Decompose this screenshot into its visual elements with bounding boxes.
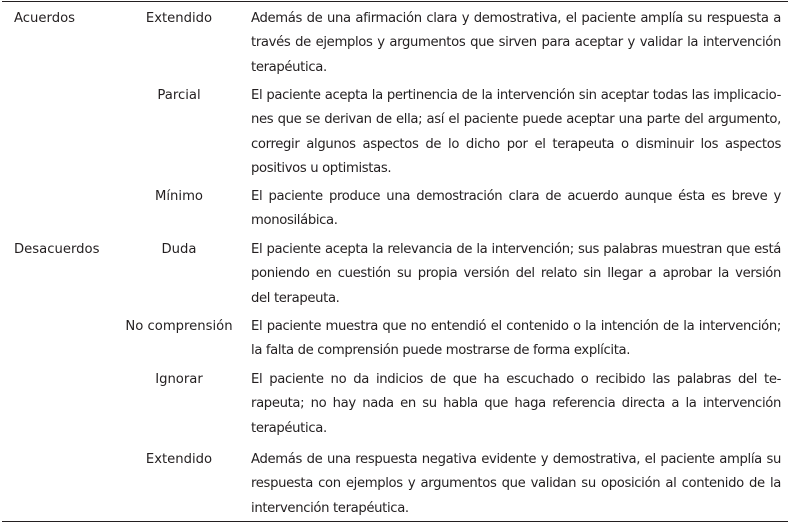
subcategory-label: Extendido — [145, 452, 213, 467]
description-line: través de ejemplos y argumentos que sirven para aceptar y validar la intervención — [251, 35, 781, 51]
description-line: Además de una afirmación clara y demostrativa, el paciente amplía su respuesta a — [251, 11, 781, 26]
description-cell — [251, 185, 781, 234]
description-line: Además de una respuesta negativa evidente y demostrativa, el paciente amplía su — [251, 452, 781, 467]
description-line: del terapeuta. — [251, 290, 340, 306]
subcategory-label: Duda — [161, 242, 197, 257]
subcategory-label: Ignorar — [155, 372, 203, 387]
description-cell — [251, 315, 781, 364]
description-cell — [251, 238, 781, 311]
description-line: monosilábica. — [251, 213, 338, 229]
description-cell — [251, 368, 781, 441]
description-line: positivos u optimistas. — [251, 161, 392, 177]
subcategory-label: No comprensión — [125, 319, 233, 334]
description-line: El paciente muestra que no entendió el contenido o la intención de la intervención; — [251, 319, 781, 334]
description-line: la falta de comprensión puede mostrarse de forma explícita. — [251, 343, 631, 359]
description-line: poniendo en cuestión su propia versión del relato sin llegar a aprobar la versión — [251, 266, 781, 282]
description-cell — [251, 7, 781, 80]
description-line: intervención terapéutica. — [251, 500, 409, 516]
description-line: terapéutica. — [251, 420, 327, 436]
subcategory-label: Mínimo — [155, 189, 203, 204]
description-cell — [251, 448, 781, 521]
description-line: El paciente acepta la relevancia de la intervención; sus palabras muestran que está — [251, 242, 781, 257]
classification-table — [2, 1, 788, 522]
description-line: respuesta con ejemplos y argumentos que validan su oposición al contenido de la — [251, 476, 781, 492]
description-line: El paciente no da indicios de que ha escuchado o recibido las palabras del te- — [251, 372, 781, 387]
description-line: El paciente produce una demostración clara de acuerdo aunque ésta es breve y — [251, 189, 781, 204]
subcategory-label: Parcial — [157, 88, 201, 103]
category-label: Acuerdos — [14, 11, 76, 26]
description-line: nes que se derivan de ella; así el paciente puede aceptar una parte del argumento, — [251, 112, 781, 128]
description-line: corregir algunos aspectos de lo dicho por el terapeuta o disminuir los aspectos — [251, 136, 781, 152]
description-cell — [251, 84, 781, 182]
category-label: Desacuerdos — [14, 242, 100, 257]
description-line: El paciente acepta la pertinencia de la intervención sin aceptar todas las implicacio- — [251, 88, 781, 103]
subcategory-label: Extendido — [145, 11, 213, 26]
description-line: terapéutica. — [251, 59, 327, 75]
description-line: rapeuta; no hay nada en su habla que haga referencia directa a la intervención — [251, 396, 781, 412]
